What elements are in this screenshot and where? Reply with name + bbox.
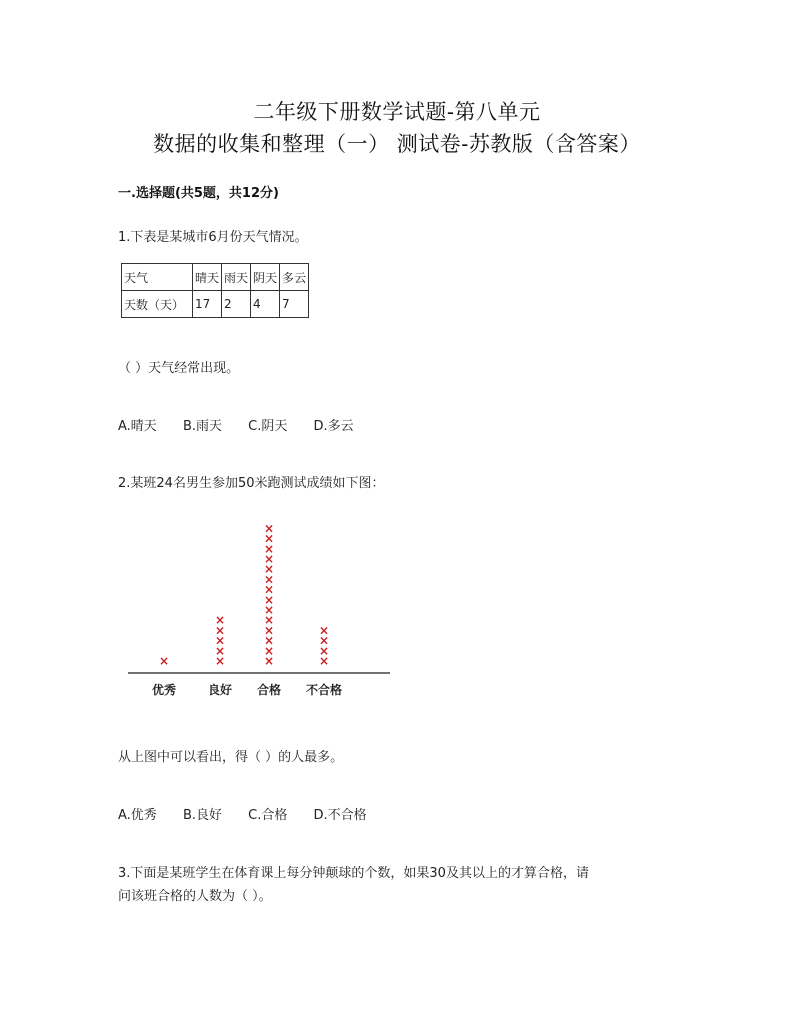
option-d[interactable]: D.多云: [313, 419, 354, 434]
dot-mark: ×: [263, 603, 275, 617]
dot-mark: ×: [263, 643, 275, 658]
section-heading: 一.选择题(共5题，共12分): [118, 186, 279, 201]
dot-mark: ×: [263, 521, 275, 536]
table-cell: 7: [280, 291, 309, 318]
dot-plot-chart: [120, 510, 400, 705]
dot-mark: ×: [214, 654, 226, 668]
dot-mark: ×: [263, 613, 275, 628]
dot-mark: ×: [263, 541, 275, 556]
dot-mark: ×: [158, 654, 170, 668]
table-cell: 天数（天）: [122, 291, 193, 318]
dot-mark: ×: [263, 552, 275, 566]
question-3-line-2: 问该班合格的人数为（ ）。: [118, 889, 272, 904]
table-cell: 多云: [280, 264, 309, 291]
question-2-options: [118, 804, 389, 823]
option-a[interactable]: A.优秀: [118, 808, 157, 823]
option-d[interactable]: D.不合格: [313, 808, 367, 823]
table-cell: 17: [193, 291, 222, 318]
x-tick-label: 良好: [207, 683, 233, 697]
dot-mark: ×: [263, 623, 275, 638]
dot-mark: ×: [214, 633, 226, 648]
option-b[interactable]: B.雨天: [182, 419, 223, 434]
question-1-text: 1.下表是某城市6月份天气情况。: [118, 230, 308, 245]
dot-mark: ×: [263, 562, 275, 577]
question-3-line-1: 3.下面是某班学生在体育课上每分钟颠球的个数，如果30及其以上的才算合格，请: [118, 866, 589, 881]
option-a[interactable]: A.晴天: [118, 419, 157, 434]
dot-mark: ×: [214, 623, 226, 638]
table-cell: 4: [251, 291, 280, 318]
x-tick-label: 不合格: [305, 683, 343, 697]
table-cell: 晴天: [193, 264, 222, 291]
table-cell: 雨天: [222, 264, 251, 291]
title-line-1: 二年级下册数学试题-第八单元: [253, 100, 541, 124]
question-1-options: [118, 415, 376, 434]
option-c[interactable]: C.合格: [248, 808, 288, 823]
dot-mark: ×: [214, 613, 226, 628]
dot-mark: ×: [263, 531, 275, 546]
dot-mark: ×: [263, 633, 275, 648]
dot-mark: ×: [263, 582, 275, 597]
x-tick-label: 优秀: [151, 683, 177, 697]
table-row: [122, 264, 309, 291]
dot-mark: ×: [263, 654, 275, 668]
dot-mark: ×: [318, 643, 330, 658]
dot-mark: ×: [214, 643, 226, 658]
question-2-text: 2.某班24名男生参加50米跑测试成绩如下图：: [118, 476, 385, 491]
question-2-prompt: 从上图中可以看出，得（ ）的人最多。: [118, 750, 344, 765]
x-tick-label: 合格: [256, 683, 282, 697]
table-cell: 天气: [122, 264, 193, 291]
question-1-prompt: （ ）天气经常出现。: [118, 361, 240, 376]
table-row: [122, 291, 309, 318]
dot-mark: ×: [263, 572, 275, 587]
title-line-2: 数据的收集和整理（一） 测试卷-苏教版（含答案）: [153, 132, 641, 156]
option-c[interactable]: C.阴天: [248, 419, 288, 434]
dot-mark: ×: [263, 592, 275, 607]
option-b[interactable]: B.良好: [182, 808, 223, 823]
dot-mark: ×: [318, 654, 330, 668]
dot-mark: ×: [318, 623, 330, 638]
dot-mark: ×: [318, 633, 330, 648]
table-cell: 阴天: [251, 264, 280, 291]
weather-table: [121, 263, 309, 318]
table-cell: 2: [222, 291, 251, 318]
